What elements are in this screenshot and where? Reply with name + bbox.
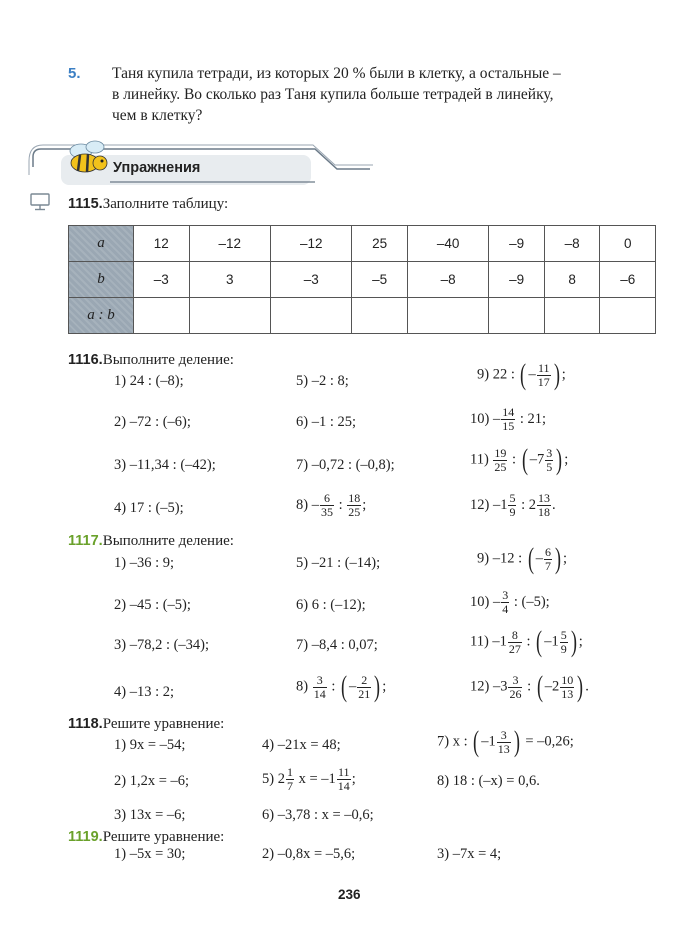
table-cell: 3 bbox=[189, 262, 270, 298]
expr-part: ; bbox=[564, 451, 569, 468]
table-cell-empty[interactable] bbox=[489, 298, 545, 334]
exercises-heading: Упражнения bbox=[113, 160, 201, 176]
expr-part: – bbox=[528, 366, 536, 383]
exercise-item: 8) 18 : (–x) = 0,6. bbox=[437, 773, 540, 789]
paren: ) bbox=[553, 358, 560, 391]
expr-part: : bbox=[522, 633, 535, 650]
paren: ( bbox=[536, 670, 543, 703]
exercise-1119-header bbox=[68, 826, 224, 846]
denominator: 21 bbox=[358, 686, 371, 701]
denominator: 35 bbox=[320, 505, 333, 519]
numerator: 6 bbox=[544, 544, 551, 559]
expr-part: . bbox=[585, 678, 589, 695]
paren: ( bbox=[473, 725, 480, 758]
table-cell: –9 bbox=[489, 262, 545, 298]
expr-part: : (–5); bbox=[510, 593, 550, 610]
expr-part: 7) x : bbox=[437, 733, 472, 750]
numerator: 13 bbox=[538, 491, 550, 505]
paren: ) bbox=[554, 542, 561, 575]
table-cell: –12 bbox=[270, 226, 351, 262]
denominator: 9 bbox=[509, 505, 516, 519]
denominator: 26 bbox=[509, 686, 522, 701]
expr-part: –7 bbox=[529, 451, 545, 468]
exercise-item: 3) 13x = –6; bbox=[114, 807, 186, 823]
expr-part: 11) bbox=[470, 451, 493, 468]
fraction bbox=[313, 674, 327, 701]
exercise-item: 6) –3,78 : x = –0,6; bbox=[262, 807, 374, 823]
exercise-item: 3) –7x = 4; bbox=[437, 846, 502, 862]
fraction bbox=[320, 492, 334, 519]
paren: ( bbox=[536, 625, 543, 658]
fraction bbox=[560, 629, 568, 656]
denominator: 15 bbox=[502, 419, 515, 433]
table-cell: 12 bbox=[134, 226, 190, 262]
numerator: 5 bbox=[509, 491, 516, 505]
fraction bbox=[501, 589, 509, 616]
expr-part: 8) – bbox=[296, 496, 319, 513]
expr-part: . bbox=[552, 496, 556, 513]
denominator: 14 bbox=[313, 686, 326, 701]
expr-part: x = –1 bbox=[294, 770, 336, 787]
denominator: 7 bbox=[286, 779, 293, 793]
expr-part: 12) –3 bbox=[470, 678, 508, 695]
numerator: 11 bbox=[537, 360, 550, 375]
expr-part: 11) –1 bbox=[470, 633, 507, 650]
expr-part: 8) bbox=[296, 678, 312, 695]
exercise-item bbox=[477, 544, 567, 574]
fraction bbox=[337, 766, 351, 793]
fraction bbox=[560, 674, 574, 701]
exercise-item: 1) –36 : 9; bbox=[114, 555, 175, 571]
exercise-item: 1) –5x = 30; bbox=[114, 846, 186, 862]
expr-part: 9) –12 : bbox=[477, 550, 526, 567]
numerator: 6 bbox=[320, 492, 334, 506]
table-cell: 0 bbox=[600, 226, 656, 262]
expr-part: 5) 2 bbox=[262, 770, 285, 787]
denominator: 17 bbox=[537, 374, 550, 389]
expr-part: 10) – bbox=[470, 593, 501, 610]
exercise-title: Решите уравнение: bbox=[102, 829, 225, 845]
table-row bbox=[69, 298, 656, 334]
exercise-title: Заполните таблицу: bbox=[102, 196, 229, 212]
exercise-item: 7) –0,72 : (–0,8); bbox=[296, 457, 395, 473]
denominator: 14 bbox=[337, 779, 350, 793]
fraction bbox=[508, 492, 516, 519]
exercise-title: Решите уравнение: bbox=[102, 716, 225, 732]
expr-part: : bbox=[523, 678, 535, 695]
fraction bbox=[544, 546, 552, 573]
exercise-item bbox=[470, 406, 546, 433]
exercise-item: 6) 6 : (–12); bbox=[296, 597, 366, 613]
denominator: 18 bbox=[538, 505, 550, 519]
exercise-item: 3) –11,34 : (–42); bbox=[114, 457, 216, 473]
exercise-item: 7) –8,4 : 0,07; bbox=[296, 637, 378, 653]
expr-part: ; bbox=[561, 366, 566, 383]
expr-part: ; bbox=[362, 496, 367, 513]
exercise-item: 1) 9x = –54; bbox=[114, 737, 186, 753]
table-cell: 25 bbox=[352, 226, 408, 262]
paren: ) bbox=[577, 670, 584, 703]
fraction bbox=[508, 629, 522, 656]
exercise-title: Выполните деление: bbox=[102, 352, 234, 368]
denominator: 25 bbox=[494, 459, 507, 474]
numerator: 10 bbox=[561, 672, 574, 687]
numerator: 3 bbox=[508, 674, 522, 688]
paren: ( bbox=[341, 670, 347, 703]
table-cell-empty[interactable] bbox=[407, 298, 488, 334]
paren: ) bbox=[374, 670, 381, 703]
numerator: 3 bbox=[546, 445, 553, 460]
exercise-item bbox=[470, 627, 583, 657]
paren: ( bbox=[527, 542, 534, 575]
exercise-item bbox=[470, 445, 568, 475]
exercise-item bbox=[470, 672, 589, 702]
fraction bbox=[537, 492, 551, 519]
fraction bbox=[493, 447, 507, 474]
exercise-number: 1116. bbox=[68, 352, 103, 368]
denominator: 5 bbox=[546, 459, 553, 474]
exercise-item: 4) 17 : (–5); bbox=[114, 500, 184, 516]
fraction bbox=[286, 766, 294, 793]
exercises-banner bbox=[25, 127, 445, 197]
table-cell: –3 bbox=[270, 262, 351, 298]
fraction bbox=[501, 406, 515, 433]
expr-part: 9) 22 : bbox=[477, 366, 519, 383]
row-label-b: b bbox=[69, 262, 134, 298]
numerator: 3 bbox=[502, 588, 509, 602]
row-label-a: a bbox=[69, 226, 134, 262]
exercise-item bbox=[296, 492, 366, 519]
exercise-item bbox=[437, 727, 574, 757]
numerator: 2 bbox=[357, 674, 371, 688]
exercise-item: 5) –21 : (–14); bbox=[296, 555, 381, 571]
expr-part: ; bbox=[382, 678, 387, 695]
fraction bbox=[347, 492, 361, 519]
problem-5-line: Таня купила тетради, из которых 20 % были в клетку, а остальные – bbox=[112, 65, 561, 82]
denominator: 9 bbox=[560, 641, 567, 656]
paren: ) bbox=[570, 625, 577, 658]
denominator: 27 bbox=[508, 641, 521, 656]
problem-5-number: 5. bbox=[68, 65, 81, 82]
paren: ( bbox=[520, 358, 527, 391]
exercise-number: 1118. bbox=[68, 716, 103, 732]
table-row bbox=[69, 262, 656, 298]
exercise-item: 2) –0,8x = –5,6; bbox=[262, 846, 356, 862]
exercise-1115-header bbox=[68, 193, 228, 213]
exercise-item bbox=[470, 492, 556, 519]
exercise-title: Выполните деление: bbox=[102, 533, 234, 549]
expr-part: –1 bbox=[481, 733, 496, 750]
table-cell: –5 bbox=[352, 262, 408, 298]
expr-part: : bbox=[508, 451, 520, 468]
denominator: 25 bbox=[348, 505, 361, 519]
row-label-a-div-b: a : b bbox=[69, 298, 134, 334]
expr-part: : 21; bbox=[516, 410, 547, 427]
fraction bbox=[545, 447, 553, 474]
expr-part: ; bbox=[351, 770, 356, 787]
exercise-item bbox=[470, 589, 550, 616]
expr-part: – bbox=[349, 678, 357, 695]
table-cell-empty[interactable] bbox=[189, 298, 270, 334]
numerator: 1 bbox=[286, 765, 293, 779]
table-cell: –40 bbox=[407, 226, 488, 262]
exercise-number: 1119. bbox=[68, 829, 103, 845]
exercise-1116-header bbox=[68, 349, 234, 369]
exercise-item: 2) –72 : (–6); bbox=[114, 414, 191, 430]
exercise-item: 5) –2 : 8; bbox=[296, 373, 349, 389]
expr-part: 10) – bbox=[470, 410, 501, 427]
bee-icon bbox=[70, 141, 107, 172]
denominator: 13 bbox=[497, 741, 510, 756]
exercise-number: 1115. bbox=[68, 196, 103, 212]
exercise-item bbox=[477, 360, 566, 390]
numerator: 19 bbox=[494, 445, 507, 460]
exercise-1117-header bbox=[68, 530, 234, 550]
exercise-item: 6) –1 : 25; bbox=[296, 414, 357, 430]
monitor-icon bbox=[30, 193, 50, 211]
paren: ( bbox=[521, 443, 528, 476]
table-cell: 8 bbox=[544, 262, 600, 298]
table-cell: –9 bbox=[489, 226, 545, 262]
exercise-item bbox=[262, 766, 356, 793]
exercise-1118-header bbox=[68, 713, 224, 733]
problem-5-line: чем в клетку? bbox=[112, 107, 203, 124]
numerator: 14 bbox=[502, 405, 515, 419]
expr-part: : bbox=[334, 496, 347, 513]
denominator: 4 bbox=[502, 602, 509, 616]
exercise-item: 1) 24 : (–8); bbox=[114, 373, 184, 389]
exercise-item: 4) –21x = 48; bbox=[262, 737, 341, 753]
fraction bbox=[357, 674, 371, 701]
paren: ) bbox=[556, 443, 563, 476]
problem-5-line: в линейку. Во сколько раз Таня купила больше тетрадей в линейку, bbox=[112, 86, 554, 103]
expr-part: ; bbox=[562, 550, 568, 567]
table-cell-empty[interactable] bbox=[544, 298, 600, 334]
numerator: 11 bbox=[338, 765, 350, 779]
table-cell: –12 bbox=[189, 226, 270, 262]
denominator: 13 bbox=[561, 686, 574, 701]
fraction bbox=[497, 729, 511, 756]
exercise-number: 1117. bbox=[68, 533, 103, 549]
exercise-item: 4) –13 : 2; bbox=[114, 684, 175, 700]
numerator: 5 bbox=[560, 627, 567, 642]
exercise-item: 2) 1,2x = –6; bbox=[114, 773, 190, 789]
table-cell-empty[interactable] bbox=[600, 298, 656, 334]
expr-part: : bbox=[327, 678, 339, 695]
table-cell: –8 bbox=[544, 226, 600, 262]
expr-part: –1 bbox=[544, 633, 559, 650]
numerator: 8 bbox=[508, 629, 522, 643]
paren: ) bbox=[513, 725, 520, 758]
division-table bbox=[68, 225, 656, 334]
expr-part: : 2 bbox=[517, 496, 536, 513]
numerator: 3 bbox=[313, 674, 327, 688]
exercise-item: 2) –45 : (–5); bbox=[114, 597, 191, 613]
table-cell-empty[interactable] bbox=[134, 298, 190, 334]
table-row bbox=[69, 226, 656, 262]
expr-part: = –0,26; bbox=[521, 733, 574, 750]
table-cell: –6 bbox=[600, 262, 656, 298]
table-cell-empty[interactable] bbox=[352, 298, 408, 334]
expr-part: ; bbox=[578, 633, 583, 650]
exercise-item: 3) –78,2 : (–34); bbox=[114, 637, 210, 653]
fraction bbox=[537, 362, 551, 389]
numerator: 18 bbox=[348, 491, 361, 505]
denominator: 7 bbox=[544, 558, 551, 573]
expr-part: –2 bbox=[544, 678, 560, 695]
page-number: 236 bbox=[338, 887, 361, 902]
table-cell: –3 bbox=[134, 262, 190, 298]
expr-part: 12) –1 bbox=[470, 496, 508, 513]
numerator: 3 bbox=[497, 729, 511, 743]
expr-part: – bbox=[535, 550, 543, 567]
fraction bbox=[508, 674, 522, 701]
table-cell: –8 bbox=[407, 262, 488, 298]
exercise-item bbox=[296, 672, 386, 702]
table-cell-empty[interactable] bbox=[270, 298, 351, 334]
problem-5-text bbox=[112, 63, 667, 126]
